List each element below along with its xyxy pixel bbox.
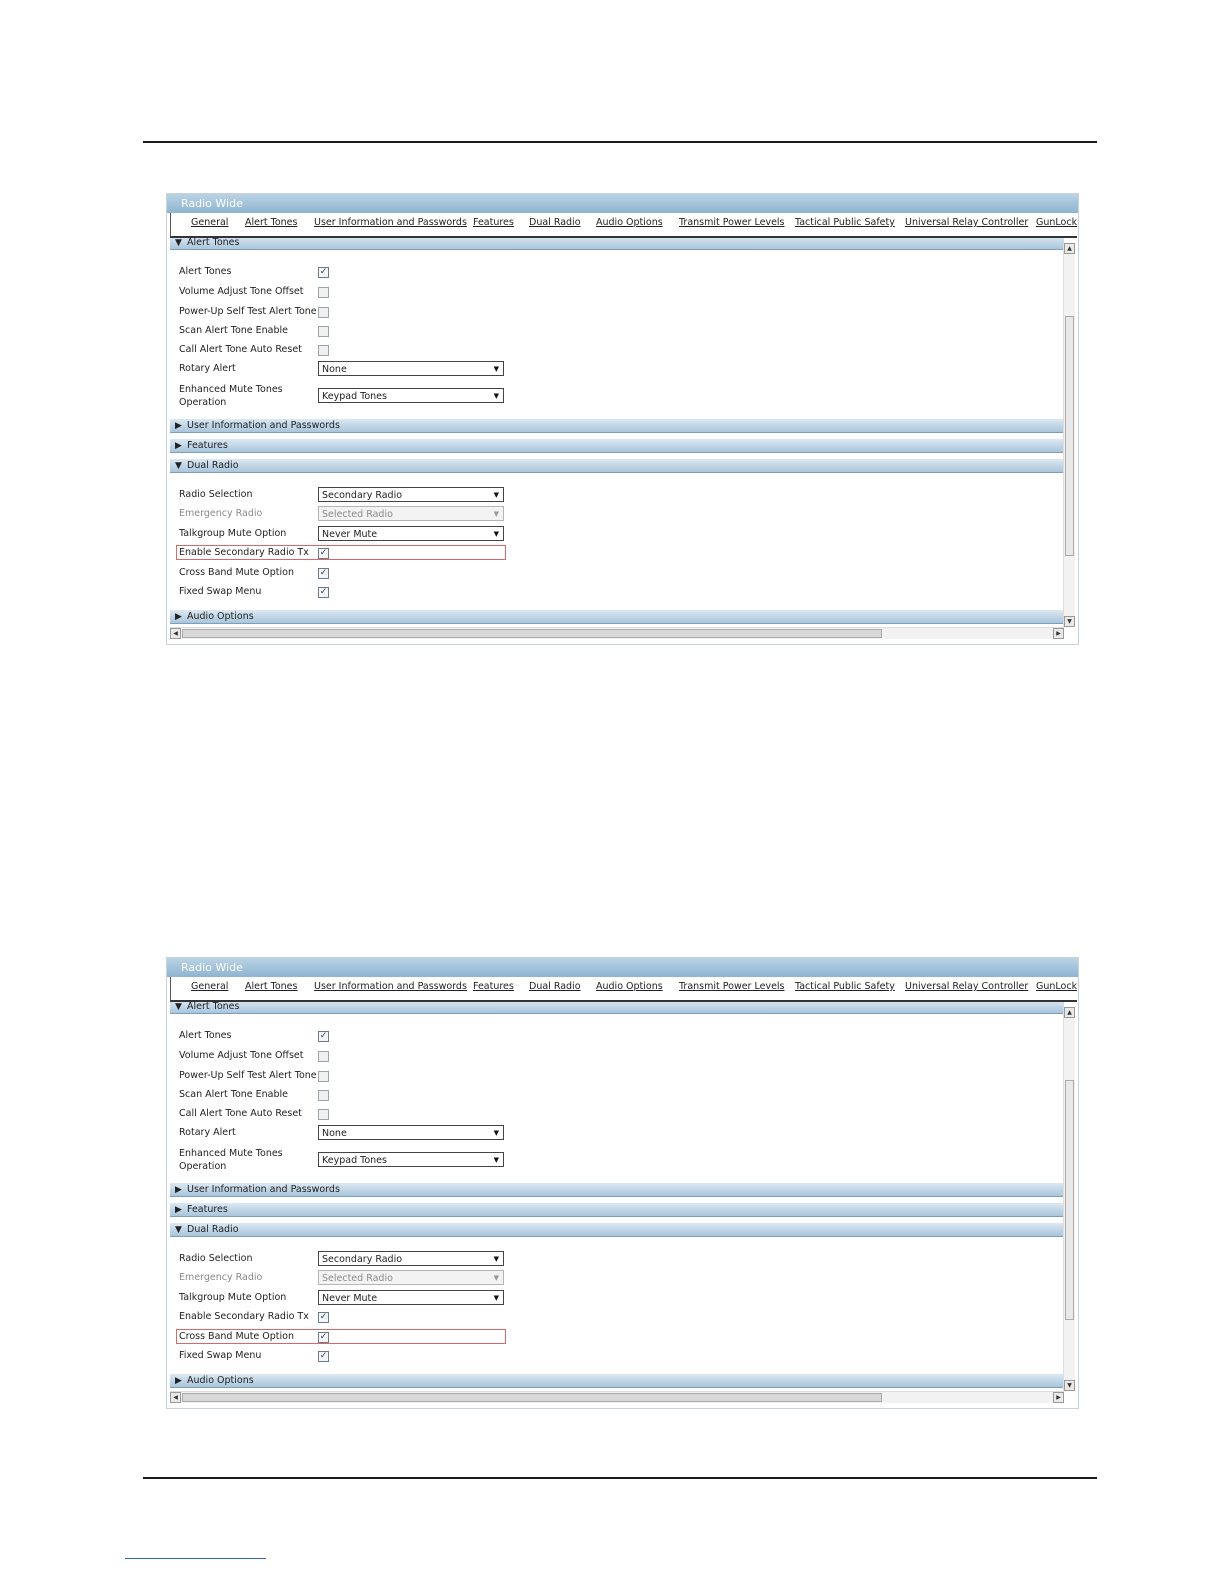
label-power-up-self-test: Power-Up Self Test Alert Tone	[179, 1070, 317, 1081]
checkbox-call-alert-tone-auto-reset[interactable]	[318, 345, 329, 356]
tab-universal-relay-controller[interactable]: Universal Relay Controller	[905, 981, 1029, 992]
tab-features[interactable]: Features	[473, 981, 514, 992]
scroll-down-icon[interactable]: ▼	[1064, 616, 1075, 627]
scroll-up-icon[interactable]: ▲	[1064, 243, 1075, 254]
section-user-information[interactable]: ▶ User Information and Passwords	[170, 1183, 1064, 1197]
panel-title: Radio Wide	[167, 194, 1078, 213]
tab-alert-tones[interactable]: Alert Tones	[245, 217, 298, 228]
scroll-left-icon[interactable]: ◀	[170, 1392, 181, 1403]
dropdown-arrow-icon: ▼	[493, 1129, 499, 1137]
vertical-scrollbar[interactable]	[1063, 243, 1075, 627]
dropdown-arrow-icon: ▼	[493, 1255, 499, 1263]
section-alert-tones[interactable]: ▼ Alert Tones	[170, 1002, 1064, 1014]
label-fixed-swap-menu: Fixed Swap Menu	[179, 1350, 262, 1361]
select-enhanced-mute-tones[interactable]: Keypad Tones ▼	[318, 1152, 504, 1167]
tab-bar	[170, 977, 1077, 1002]
checkbox-call-alert-tone-auto-reset[interactable]	[318, 1109, 329, 1120]
tab-general[interactable]: General	[191, 981, 229, 992]
collapsed-triangle-icon: ▶	[175, 1205, 182, 1215]
section-dual-radio[interactable]: ▼ Dual Radio	[170, 459, 1064, 473]
tab-alert-tones[interactable]: Alert Tones	[245, 981, 298, 992]
checkbox-alert-tones[interactable]: ✓	[319, 1031, 328, 1041]
horizontal-scroll-thumb[interactable]	[182, 629, 882, 638]
label-enhanced-mute-tones: Enhanced Mute Tones Operation	[179, 384, 283, 408]
radio-wide-panel-1	[166, 193, 1079, 645]
label-enable-secondary-radio-tx: Enable Secondary Radio Tx	[179, 547, 309, 558]
label-scan-alert-tone: Scan Alert Tone Enable	[179, 325, 288, 336]
select-talkgroup-mute[interactable]: Never Mute ▼	[318, 1290, 504, 1305]
vertical-scroll-thumb[interactable]	[1065, 316, 1074, 556]
expanded-triangle-icon: ▼	[175, 461, 182, 471]
dropdown-arrow-icon: ▼	[493, 1156, 499, 1164]
select-rotary-alert[interactable]: None ▼	[318, 361, 504, 376]
tab-features[interactable]: Features	[473, 217, 514, 228]
checkbox-fixed-swap-menu[interactable]: ✓	[319, 587, 328, 597]
label-rotary-alert: Rotary Alert	[179, 363, 236, 374]
select-rotary-alert[interactable]: None ▼	[318, 1125, 504, 1140]
label-cross-band-mute: Cross Band Mute Option	[179, 1331, 294, 1342]
section-audio-options[interactable]: ▶ Audio Options	[170, 1374, 1064, 1388]
settings-scroll-area	[170, 238, 1064, 624]
label-enable-secondary-radio-tx: Enable Secondary Radio Tx	[179, 1311, 309, 1322]
dropdown-arrow-icon: ▼	[493, 510, 499, 518]
footer-link-underline[interactable]	[125, 1558, 266, 1559]
checkbox-cross-band-mute[interactable]: ✓	[319, 1332, 328, 1342]
label-alert-tones: Alert Tones	[179, 266, 232, 277]
collapsed-triangle-icon: ▶	[175, 1376, 182, 1386]
checkbox-volume-adjust-tone-offset[interactable]	[318, 287, 329, 298]
tab-dual-radio[interactable]: Dual Radio	[529, 217, 581, 228]
section-alert-tones[interactable]: ▼ Alert Tones	[170, 238, 1064, 250]
tab-audio-options[interactable]: Audio Options	[596, 981, 663, 992]
select-talkgroup-mute[interactable]: Never Mute ▼	[318, 526, 504, 541]
label-power-up-self-test: Power-Up Self Test Alert Tone	[179, 306, 317, 317]
horizontal-scroll-thumb[interactable]	[182, 1393, 882, 1402]
radio-wide-panel-2	[166, 957, 1079, 1409]
select-emergency-radio: Selected Radio ▼	[318, 1270, 504, 1285]
tab-general[interactable]: General	[191, 217, 229, 228]
tab-user-information[interactable]: User Information and Passwords	[314, 217, 467, 228]
tab-tactical-public-safety[interactable]: Tactical Public Safety	[795, 981, 895, 992]
label-scan-alert-tone: Scan Alert Tone Enable	[179, 1089, 288, 1100]
tab-universal-relay-controller[interactable]: Universal Relay Controller	[905, 217, 1029, 228]
section-features[interactable]: ▶ Features	[170, 1203, 1064, 1217]
dropdown-arrow-icon: ▼	[493, 1294, 499, 1302]
section-user-information[interactable]: ▶ User Information and Passwords	[170, 419, 1064, 433]
label-radio-selection: Radio Selection	[179, 489, 253, 500]
label-volume-adjust-tone-offset: Volume Adjust Tone Offset	[179, 1050, 304, 1061]
checkbox-fixed-swap-menu[interactable]: ✓	[319, 1351, 328, 1361]
scroll-right-icon[interactable]: ▶	[1053, 628, 1064, 639]
checkbox-volume-adjust-tone-offset[interactable]	[318, 1051, 329, 1062]
scroll-right-icon[interactable]: ▶	[1053, 1392, 1064, 1403]
label-enhanced-mute-tones: Enhanced Mute Tones Operation	[179, 1148, 283, 1172]
select-radio-selection[interactable]: Secondary Radio ▼	[318, 1251, 504, 1266]
expanded-triangle-icon: ▼	[175, 1225, 182, 1235]
collapsed-triangle-icon: ▶	[175, 421, 182, 431]
label-call-alert-tone-auto-reset: Call Alert Tone Auto Reset	[179, 1108, 302, 1119]
dropdown-arrow-icon: ▼	[493, 1274, 499, 1282]
label-radio-selection: Radio Selection	[179, 1253, 253, 1264]
select-emergency-radio: Selected Radio ▼	[318, 506, 504, 521]
settings-scroll-area	[170, 1002, 1064, 1388]
horizontal-scrollbar[interactable]	[170, 1391, 1064, 1403]
header-rule	[143, 141, 1097, 143]
tab-gunlock[interactable]: GunLock	[1036, 217, 1078, 228]
tab-gunlock[interactable]: GunLock	[1036, 981, 1078, 992]
tab-transmit-power-levels[interactable]: Transmit Power Levels	[679, 217, 785, 228]
checkbox-cross-band-mute[interactable]: ✓	[319, 568, 328, 578]
collapsed-triangle-icon: ▶	[175, 612, 182, 622]
label-alert-tones: Alert Tones	[179, 1030, 232, 1041]
checkbox-scan-alert-tone[interactable]	[318, 1090, 329, 1101]
tab-transmit-power-levels[interactable]: Transmit Power Levels	[679, 981, 785, 992]
section-dual-radio[interactable]: ▼ Dual Radio	[170, 1223, 1064, 1237]
checkbox-enable-secondary-radio-tx[interactable]: ✓	[319, 1312, 328, 1322]
select-radio-selection[interactable]: Secondary Radio ▼	[318, 487, 504, 502]
tab-dual-radio[interactable]: Dual Radio	[529, 981, 581, 992]
checkbox-scan-alert-tone[interactable]	[318, 326, 329, 337]
label-cross-band-mute: Cross Band Mute Option	[179, 567, 294, 578]
section-features[interactable]: ▶ Features	[170, 439, 1064, 453]
collapsed-triangle-icon: ▶	[175, 441, 182, 451]
panel-title: Radio Wide	[167, 958, 1078, 977]
collapsed-triangle-icon: ▶	[175, 1185, 182, 1195]
label-volume-adjust-tone-offset: Volume Adjust Tone Offset	[179, 286, 304, 297]
tab-audio-options[interactable]: Audio Options	[596, 217, 663, 228]
select-enhanced-mute-tones[interactable]: Keypad Tones ▼	[318, 388, 504, 403]
scroll-down-icon[interactable]: ▼	[1064, 1380, 1075, 1391]
tab-tactical-public-safety[interactable]: Tactical Public Safety	[795, 217, 895, 228]
label-talkgroup-mute: Talkgroup Mute Option	[179, 528, 287, 539]
dropdown-arrow-icon: ▼	[493, 365, 499, 373]
tab-user-information[interactable]: User Information and Passwords	[314, 981, 467, 992]
tab-bar	[170, 213, 1077, 238]
label-fixed-swap-menu: Fixed Swap Menu	[179, 586, 262, 597]
horizontal-scrollbar[interactable]	[170, 627, 1064, 639]
checkbox-power-up-self-test[interactable]	[318, 1071, 329, 1082]
scroll-up-icon[interactable]: ▲	[1064, 1007, 1075, 1018]
expanded-triangle-icon: ▼	[175, 1002, 182, 1012]
dropdown-arrow-icon: ▼	[493, 491, 499, 499]
label-emergency-radio: Emergency Radio	[179, 1272, 263, 1283]
dropdown-arrow-icon: ▼	[493, 392, 499, 400]
label-talkgroup-mute: Talkgroup Mute Option	[179, 1292, 287, 1303]
checkbox-alert-tones[interactable]: ✓	[319, 267, 328, 277]
vertical-scroll-thumb[interactable]	[1065, 1080, 1074, 1320]
scroll-left-icon[interactable]: ◀	[170, 628, 181, 639]
expanded-triangle-icon: ▼	[175, 238, 182, 248]
checkbox-enable-secondary-radio-tx[interactable]: ✓	[319, 548, 328, 558]
label-emergency-radio: Emergency Radio	[179, 508, 263, 519]
label-call-alert-tone-auto-reset: Call Alert Tone Auto Reset	[179, 344, 302, 355]
vertical-scrollbar[interactable]	[1063, 1007, 1075, 1391]
dropdown-arrow-icon: ▼	[493, 530, 499, 538]
footer-rule	[143, 1477, 1097, 1479]
checkbox-power-up-self-test[interactable]	[318, 307, 329, 318]
section-audio-options[interactable]: ▶ Audio Options	[170, 610, 1064, 624]
label-rotary-alert: Rotary Alert	[179, 1127, 236, 1138]
